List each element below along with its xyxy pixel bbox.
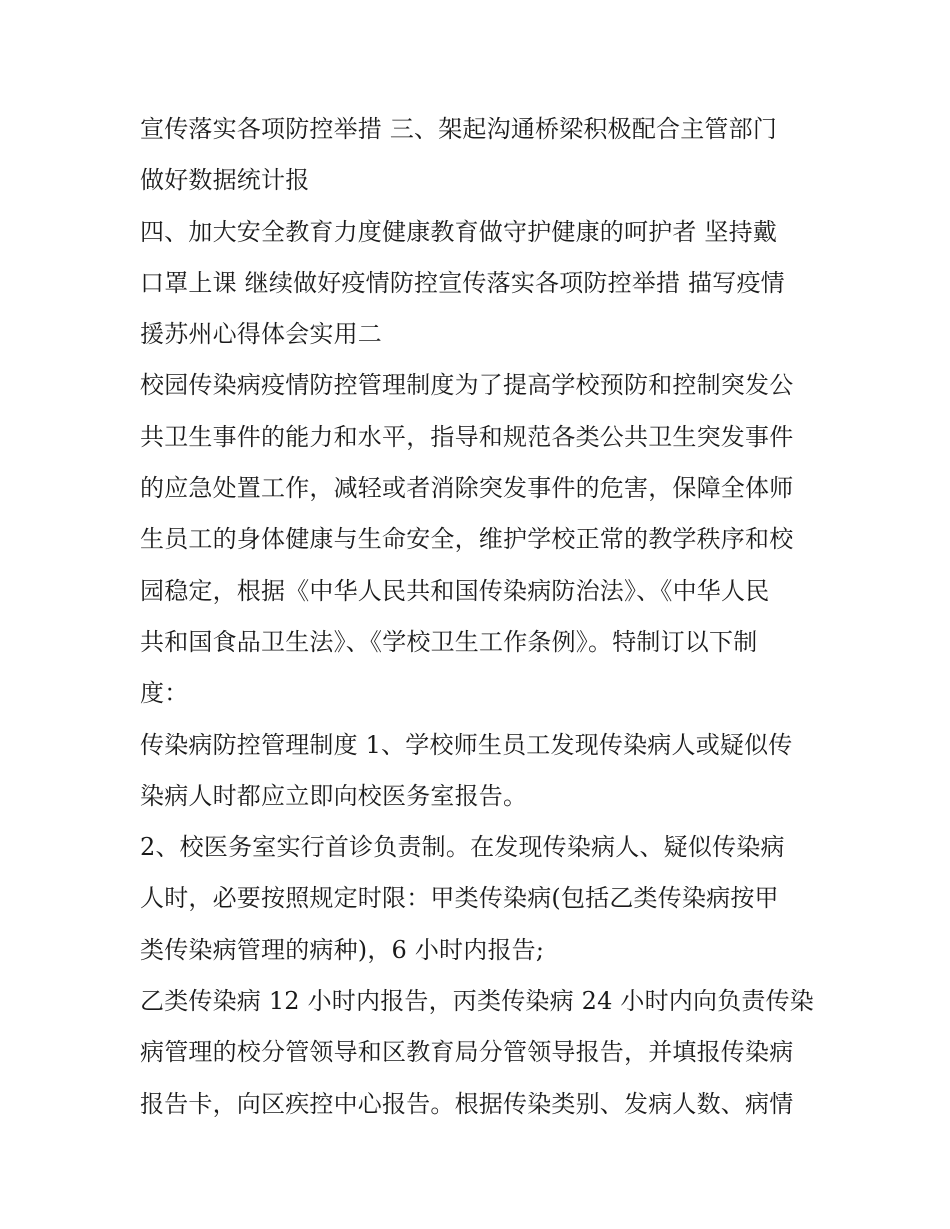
text-line: 病管理的校分管领导和区教育局分管领导报告，并填报传染病 bbox=[140, 1038, 794, 1067]
text-line: 援苏州心得体会实用二 bbox=[140, 320, 382, 349]
text-line: 度： bbox=[140, 679, 189, 708]
text-line: 乙类传染病 12 小时内报告，丙类传染病 24 小时内向负责传染 bbox=[140, 987, 814, 1016]
text-line: 类传染病管理的病种)，6 小时内报告; bbox=[140, 935, 545, 964]
text-line: 2、校医务室实行首诊负责制。在发现传染病人、疑似传染病 bbox=[140, 833, 785, 862]
text-line: 校园传染病疫情防控管理制度为了提高学校预防和控制突发公 bbox=[140, 371, 794, 400]
text-line: 染病人时都应立即向校医务室报告。 bbox=[140, 781, 528, 810]
text-line: 共和国食品卫生法》、《学校卫生工作条例》。特制订以下制 bbox=[140, 627, 758, 656]
text-line: 做好数据统计报 bbox=[140, 166, 310, 195]
text-line: 口罩上课 继续做好疫情防控宣传落实各项防控举措 描写疫情 bbox=[140, 268, 785, 297]
document-body bbox=[140, 104, 820, 1130]
text-line: 生员工的身体健康与生命安全，维护学校正常的教学秩序和校 bbox=[140, 525, 794, 554]
text-line: 人时，必要按照规定时限：甲类传染病(包括乙类传染病按甲 bbox=[140, 884, 779, 913]
text-line: 宣传落实各项防控举措 三、架起沟通桥梁积极配合主管部门 bbox=[140, 115, 778, 143]
text-line: 园稳定，根据《中华人民共和国传染病防治法》、《中华人民 bbox=[140, 576, 770, 605]
text-line: 共卫生事件的能力和水平，指导和规范各类公共卫生突发事件 bbox=[140, 422, 794, 451]
text-line: 的应急处置工作，减轻或者消除突发事件的危害，保障全体师 bbox=[140, 474, 794, 503]
text-line: 报告卡，向区疾控中心报告。根据传染类别、发病人数、病情 bbox=[140, 1089, 794, 1118]
text-line: 传染病防控管理制度 1、学校师生员工发现传染病人或疑似传 bbox=[140, 730, 793, 759]
text-line: 四、加大安全教育力度健康教育做守护健康的呵护者 坚持戴 bbox=[140, 217, 778, 246]
